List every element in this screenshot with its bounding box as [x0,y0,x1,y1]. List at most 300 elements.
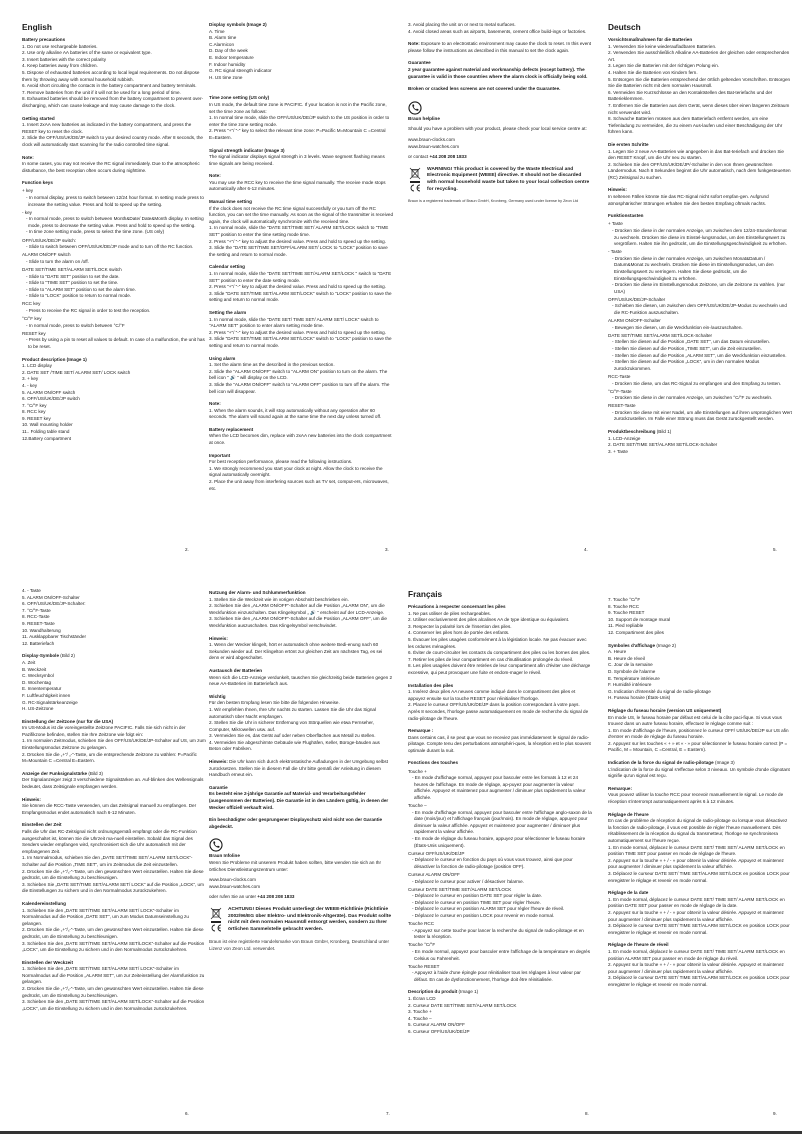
section-heading: Battery precautions [22,37,66,42]
broken-lens-text: Ein beschädigter oder gesprungener Displayschutz wird nicht von der Garantie abgedeckt. [209,817,383,829]
function-key-description: - Slide to "TIME SET" position to set the time. [26,280,119,286]
list-item: G. Indication d'intensité du signal de radio-pilotage [608,688,711,694]
section-heading: Display-Symbole [22,653,60,659]
url-watches[interactable]: www.braun-watches.com [408,143,460,149]
note-text: Die Uhr kann sich durch elektrostatische Aufladungen in der Umgebung selbst zurücksetzen. Stellen Sie in diesem Fall die Uhr bitte gemäß der Anleitung in diesem Handbuch erneut ein. [209,759,388,778]
text-list [22,829,206,895]
section-heading: Braun helpline [408,115,440,121]
note [408,728,592,754]
text-list [209,459,393,492]
list-item: 2. Press "+"/ "-" key to adjust the desired value. Press and hold to speed up the setting. [209,284,386,290]
list-item: 3. Legen Sie die Batterien mit der richtigen Polung ein. [608,63,720,69]
function-key-label: Touche – [408,803,427,809]
section-heading: Important [209,452,231,458]
time-zone-setting [22,719,206,765]
note-text: Exposure to an electrostatic environment may cause the clock to reset. In this event please follow the instructions as described in this manual to set the clock again. [408,41,592,53]
function-key-label: Touche RESET [408,963,440,969]
phone-number[interactable]: +44 208 208 1833 [429,154,467,160]
list-item: 9. Touche RESET [608,610,645,616]
section-heading: Funktionstasten [608,213,644,219]
calendar-setting [608,890,792,936]
list-item: 1. In normal mode, slide the "DATE SET/TIME SET/ALARM SET/LOCK " switch to "DATE SET" position to enter the date setting mode. [209,271,392,283]
list-item: 12.Battery compartment [22,435,72,441]
list-item: 5. Entsorgen Sie die Batterien entsprechend der örtlich geltenden Vorschriften. Entsorgen Sie die Batterien nicht mit dem normalen Hausmüll. [608,76,791,89]
section-heading: Signal strength indicator (Image 3) [209,147,285,153]
list-item: 2. Placez le curseur OFF/US/UK/DE/JP dans la position correspondant à votre pays. Après 8 secondes, l'horloge passe automatiquement en mode de recherche du signal de radio-pilotage de l'heure. [408,702,589,721]
list-item: D. Wochentag [22,679,52,685]
function-key-description: - Press by using a pin to reset all values to default. In case of a malfunction, the unit has to be reset. [26,337,205,349]
function-key-description: - Stellen Sie diesen auf die Position „DATE SET“, um das Datum einzustellen. [612,339,770,345]
weee-warning-text: WARNING! This product is covered by the Waste Electrical and Electronic Equipment (WEEE) directive. It should not be discarded with normal household waste but taken to your local collection centre for recycling. [427,166,590,192]
list-item: 4. - key [22,382,38,388]
list-item: B. Weckzeit [22,666,47,672]
function-key-label: Curseur ALARM ON/OFF [408,871,460,877]
list-item: 4. Avoid closed areas such as airports, basements, cement office build-ings or factories. [408,28,587,34]
text-list [608,715,792,755]
text-list [209,29,393,82]
heading-suffix: (Bild 3) [87,770,103,776]
function-key-description: - Slide to switch between OFF/US/UK/DE/JP mode and to turn off the RC function. [26,244,194,250]
list-item: E. Température intérieure [608,675,660,681]
function-key-description: - Stellen Sie diesen auf die Position „LOCK“, um in den normalen Modus zurückzukommen. [612,359,760,371]
list-item: 4. - Taste [22,588,41,593]
list-item: 4. Conserver les piles hors de portée des enfants. [408,630,510,636]
helpline-text: Should you have a problem with your product, please check your local service centre at: [408,126,587,132]
section-heading: Hinweis: [209,635,228,641]
function-key-label: OFF/US/UK/DE/JP-Schalter [608,296,666,302]
text-list [608,149,792,182]
function-key-cf [22,316,206,329]
phone-icon [408,101,422,115]
note-text: Sie können die RCC-Taste verwenden, um das Zeitsignal manuell zu empfangen. Der Empfangsmodus endet automatisch nach 6-12 Minuten. [22,803,197,815]
list-item: 2. DATE SET/TIME SET/ALARM SET/LOCK-Schalter [608,442,718,448]
note-text: Dans certains cas, il se peut que vous ne receviez pas immédiatement le signal de radio-pilotage. Compte tenu des perturbations atmosphéri-ques, la réception est le plus souvent optimale durant la nuit. [408,734,591,753]
text-list [608,818,792,884]
function-key-minus [408,803,592,849]
list-item: 3. Schieben Sie den „ALARM ON/OFF“-Schalter auf die Position „ALARM OFF“, um die Weckfunktion auszuschalten. Das Klingelsymbol verschwindet. [209,616,387,628]
function-key-list [408,769,592,984]
list-item: 1. Legen Sie 2 neue AA-Batterien wie angegeben in das Bat-teriefach und drücken Sie den RESET Knopf, um die Uhr neu zu starten. [608,148,784,161]
text-list [608,597,792,637]
list-item: 8. RCC key [22,409,46,415]
guarantee-text: Es besteht eine 2-jährige Garantie auf Material- und Verarbeitungsfehler (ausgenommen der Batterien). Die Garantie ist in den Ländern gültig, in denen der Wecker offiziell verkauft wird. [209,791,389,810]
list-item: If the clock does not receive the RC time signal successfully or you turn off the RC function, you can set the time manually. As soon as the signal of the transmitter is received again, the clock will automatically synchronize with the received time. [209,205,394,224]
url-clocks[interactable]: www.braun-clocks.com [209,877,256,883]
manual-time-setting [209,199,393,258]
list-item: F. Luftfeuchtigkeit innen [22,692,71,698]
battery-precautions [408,604,592,677]
function-key-label: RCC-Taste [608,373,631,379]
function-key-lock [22,267,206,300]
list-item: En mode US, le fuseau horaire par défaut est celui de la côte paci-fique. Si vous vous trouvez dans un autre fuseau horaire, effectuez le réglage comme suit : [608,714,782,727]
function-key-label: DATE SET/TIME SET/ALARM SET/LOCK switch [22,266,122,272]
list-item: 7. Entfernen Sie die Batterien aus dem Gerät, wenn dieses über einen längeren Zeitraum nicht verwendet wird. [608,102,790,115]
list-item: A. Heure [608,649,627,655]
function-key-label: + key [22,188,34,194]
list-item: 2. Verwenden Sie ausschließlich Alkaline AA-Batterien der gleichen oder entsprechenden Art. [608,50,790,62]
setting-the-alarm [209,310,393,350]
list-item: 1. Insert 2xAA new batteries as indicated in the battery compartment, and press the RESET key to reset the clock. [22,122,192,134]
section-heading: Produktbeschreibung [608,429,656,435]
function-key-alarm [22,252,206,265]
list-item: 10. Wandhalterung [22,627,61,633]
section-heading: Réglage de l'heure [608,811,649,817]
list-item: 8. RCC-Taste [22,614,50,620]
heading-suffix: (Bild 1) [655,429,672,435]
function-key-alarm [608,318,792,331]
section-heading: Symboles d'affichage [608,642,656,648]
list-item: 3. Insert batteries with the correct polarity [22,56,106,62]
function-key-description: - Déplacez le curseur en position ALARM SET pour régler l'heure de réveil. [412,906,565,912]
note-text: In some cases, you may not receive the RC signal immediately. Due to the atmospheric disturbance, the best reception often occurs during nighttime. [22,161,200,173]
signal-strength [209,148,393,168]
using-alarm [209,356,393,396]
function-key-description: - Drücken Sie diese in der normalen Anzeige, um zwischen dem 12/24-Stundenformat zu wechseln. Drücken Sie diese im Einstel-lungsmodus, um den Einstellungswert zu vergrößern. Halten Sie ihn gedrückt, um die Einstellungsgeschwindigkeit zu erhöhen. [612,227,787,247]
section-heading: Die ersten Schritte [608,141,649,147]
page-number: 5. [773,547,777,552]
url-clocks[interactable]: www.braun-clocks.com [408,136,455,142]
function-key-description: - Déplacez le curseur en fonction du pays où vous vous trouvez, ainsi que pour désactiver la fonction de radio-pilotage (position OFF). [412,857,573,869]
function-key-rcc [608,374,792,387]
function-key-label: RESET key [22,330,46,336]
list-item: 1. Ne pas utiliser de piles rechargeables. [408,610,491,616]
language-title: Deutsch [608,22,641,32]
heading-suffix: (Image 3) [713,760,735,766]
list-item: A. Time [209,28,225,34]
list-item: 1. Schieben Sie den „DATE SET/TIME SET/ALARM SET/ LOCK“-Schalter im Normalmodus auf die Position „ALARM SET“, um zur Zeiteinstellung der Alarmfunktion zu gelangen. [22,966,205,985]
list-item: 3. Avoid placing the unit on or next to metal surfaces. [408,22,516,27]
text-list [608,649,792,702]
function-key-description: - En mode d'affichage normal, appuyez pour basculer entre les formats à 12 et 24 heures de l'affichage. En mode de réglage, ap-puyez pour augmenter la valeur affichée. Appuyez et maintenez pour augmenter / diminuer plus rapidement la valeur affichée. [412,775,586,800]
helpline [209,853,393,901]
list-item: 1. We strongly recommend you start your clock at night. Allow the clock to receive the signal automatically overnight. [209,465,383,478]
page-9 [608,597,792,994]
section-heading: Précautions à respecter concernant les piles [408,604,506,609]
note-text: 1. Wenn der Wecker klingelt, hört er automatisch ohne weitere Bedi-enung nach 60 Sekunden wieder auf. Der Klingelton ertönt zur gleichen Zeit am nächsten Tag, es sei denn er wird abgeschaltet. [209,642,383,661]
list-item: 2. Use only alkaline AA batteries of the same or equivalent type. [22,50,152,56]
list-item: 3. Respecter la polarité lors de l'insertion des piles. [408,623,512,629]
note-text: 1. When the alarm sounds, it will stop automatically without any operation after 60 seconds. The alarm will sound again at the same time the next day unless turned off. [209,407,382,420]
note [209,173,393,193]
note-2 [209,401,393,421]
function-key-reset [608,403,792,423]
list-item: 7. Touche °C/°F [608,597,641,602]
section-heading: Austausch der Batterien [209,667,263,673]
guarantee [209,785,393,811]
section-heading: Using alarm [209,355,236,361]
function-key-label: RESET-Taste [608,403,636,409]
list-item: H. US time zone [209,74,243,80]
trademark-text: Braun ist eine registrierte Handelsmarke von Braun GmbH, Kronberg, Deutschland unter Lizenz von Zeon Ltd. verwendet. [209,939,390,951]
list-item: B. Alarm time [209,35,237,41]
page-number: 9. [773,1111,777,1116]
time-zone-setting [608,708,792,754]
function-key-description: - Slide to "ALARM SET" position to set the alarm time. [26,286,136,292]
list-item: 3. Schieben Sie den „DATE SET/TIME SET/ALARM SET/LOCK“-Schalter auf die Position „LOCK“, um die Einstellung zu sichern und in den Normalmodus zurückzukehren. [22,999,205,1011]
note [608,786,792,806]
list-item: 1. Im normalen Zeitmodus, schieben Sie den OFF/US/UK/DE/JP-Schalter auf US, um zum Einstellungsmodus Zeitzone zu gelangen. [22,738,206,751]
list-item: 2. Slide the "ALARM ON/OFF" switch to "ALARM ON" position to turn on the alarm. The bell icon " 🔊 " will display on the LCD. [209,368,388,381]
text-list [22,122,206,148]
section-heading: Garantie [209,784,228,790]
crossed-bin-icon [210,907,222,920]
phone-number[interactable]: +44 208 208 1833 [257,894,295,900]
note-text: Vous pouvez utiliser la touche RCC pour recevoir manuellement le signal. Le mode de réception s'interrompt automatiquement après 6 à 12 minutes. [608,792,784,805]
list-item: 2. Utiliser exclusivement des piles alcalines AA de type identique ou équivalent. [408,617,570,623]
function-key-description: - Slide to "DATE SET" position to set the date. [26,273,120,279]
list-item: 1. Do not use rechargeable batteries. [22,43,98,49]
list-item: 12. Batteriefach [22,640,55,646]
function-key-description: - Déplacez le curseur pour activer / désactiver l'alarme. [412,878,524,884]
function-key-description: - Bewegen Sie diesen, um die Weckfunktion ein-/auszuschalten. [612,324,743,330]
function-key-description: - Déplacez le curseur en position LOCK pour revenir en mode normal. [412,913,555,919]
section-heading: Guarantee [408,60,431,66]
list-item: 2. Press "+"/ "-" key to adjust the desired value. Press and hold to speed up the setting. [209,329,386,335]
function-key-label: ALARM ON/OFF-Schalter [608,318,661,324]
list-item: 2. Drücken Sie die „+“/„-“-Taste, um den gewünschten Wert einzustellen. Halten Sie diese gedrückt, um die Einstellung zu beschleunigen. [22,868,204,881]
note-text: In seltenen Fällen könnte Sie das RC-Signal nicht sofort empfan-gen. Aufgrund atmosphärischer Störungen erhalten Sie den besten Empfang oftmals nachts. [608,194,769,206]
section-heading: Anzeige der Funksignalstärke [22,770,88,776]
list-item: 3. Déplacez le curseur DATE SET/ TIME SET/ALARM SET/LOCK en position LOCK pour enregistrer le réglage et revenir en mode normal. [608,975,790,987]
page-7 [209,590,393,953]
list-item: 11. Ausklappbarer Tischständer [22,634,87,640]
list-item: 7. Retirer les piles de leur compartiment en cas d'inutilisation prolongée du réveil. [408,656,574,662]
list-item: 1. In normal time mode, slide the OFF/US/UK/DE/JP switch to the US position in order to enter the time zone setting mode. [209,115,390,127]
list-item: 8. Les piles usagées doivent être retirées de leur compartiment afin d'éviter une décharge excessive, qui peut provoquer une fuite et endom-mager le réveil. [408,663,591,675]
section-heading: Einstellung der Zeitzone (nur für die USA) [22,718,114,724]
list-item: 4. Vermeiden Sie abgeschirmte Gebäude wie Flughäfen, Keller, Büroge-bäuden aus Beton oder Fabriken. [209,739,380,752]
text-list [209,206,393,259]
section-heading: Hinweis: [608,187,627,193]
note [608,187,792,207]
text-list [22,966,206,1012]
page-3 [209,22,393,498]
list-item: 5. Curseur ALARM ON/OFF [408,1022,465,1028]
list-item: Falls die Uhr das RC-Zeitsignal nicht ordnungsgemäß empfängt oder die RC-Funktion ausgeschaltet ist, können Sie die Uhrzeit ma-nuell einstellen. Sobald das Signal des Senders wieder empfangen wird, synchronisiert sich die Uhr automatisch mit der empfangenen Zeit. [22,829,197,854]
list-item: 2. Place the unit away from interfering sources such as TV set, comput-ers, microwaves, etc. [209,479,389,491]
list-item: 5. Dispose of exhausted batteries according to local legal requirements. Do not dispose them by throwing away with normal household rubbish. [22,69,200,82]
weee-warning-text: ACHTUNG! Dieses Produkt unterliegt der WEEE-Richtlinie (Richtlinie 2002/96/EG über Elektro- und Elektronik-Altgeräte). Das Produkt sollte nicht mit dem normalen Hausmüll entsorgt werden, sondern zu Ihrer örtlichen Sammelstelle gebracht werden. [228,906,392,932]
section-heading: Getting started [22,115,55,121]
list-item: 7. °C/°F key [22,402,47,408]
list-item: A. Zeit [22,659,36,665]
text-list [209,597,393,630]
language-title: English [22,22,52,32]
display-symbols [608,643,792,702]
list-item: 1. Set the alarm time as the described in the previous section. [209,362,335,368]
section-text: Der Signalanzeiger zeigt 3 verschiedene Signalstärken an. Auf-blinken des Wellensignals bedeutet, dass Zeitsignale empfangen werden. [22,777,204,790]
section-heading: Wichtig [209,693,226,699]
list-item: 11. Pied repliable [608,623,644,629]
list-item: D. Symbole de l'alarme [608,668,656,674]
list-item: 2. Appuyez sur la touche « + / - » pour obtenir la valeur désirée. Appuyez et maintenez pour augmenter / diminuer plus rapidement la valeur affichée. [608,909,784,922]
list-item: C. Wecksymbol [22,673,54,679]
list-item: 12. Compartiment des piles [608,629,664,635]
section-heading: Braun Infoline [209,853,240,859]
section-heading: Time zone setting (US only) [209,95,270,101]
list-item: 6. OFF/US/UK/DE/JP-Schalter: [22,601,86,607]
battery-replacement [209,427,393,447]
list-item: 6. OFF/US/UK/DE/JP switch [22,396,80,402]
battery-precautions [608,37,792,136]
section-heading: Note: [209,401,221,407]
section-heading: Fonctions des touches [408,760,459,766]
list-item: 2. Drücken Sie die „+“/ „-“-Taste, um die entsprechende Zeitzone zu wählen: P=Pacific M=Mountain C =Central E=Eastern. [22,751,197,764]
page-2 [22,22,206,448]
list-item: 2. Curseur DATE SET/TIME SET/ALARM SET/LOCK [408,1002,517,1008]
section-heading: Note: [209,173,221,179]
note [408,41,592,54]
function-key-label: OFF/US/UK/DE/JP switch: [22,237,77,243]
list-item: 6. Vermeiden Sie Kurzschlüsse an den Kontaktstellen des Bat-teriefachs und der Batterieklemmen. [608,89,773,102]
note [22,797,206,817]
text-list [209,102,393,142]
function-keys [408,760,592,983]
list-item: In US mode, the default time zone is PACIFIC. If your location is not in the Pacific zone, set the time zone as follows: [209,101,387,114]
section-heading: Einstellen der Zeit [22,822,62,828]
function-key-plus [22,188,206,208]
text-list [22,363,206,442]
url-watches[interactable]: www.braun-watches.com [209,883,261,889]
list-item: En cas de problème de réception du signal de radio-pilotage ou lorsque vous désactivez la fonction de radio-pilotage, il vous est possible de régler l'heure manuellement. Dès rétablissement de la réception du signal du transmetteur, l'horloge se synchronisera automatiquement sur l'heure reçue. [608,818,788,843]
manual-time-setting [22,822,206,895]
broken-lens-text: Broken or cracked lens screens are not covered under the Guarantee. [408,86,561,92]
trademark-text: Braun is a registered trademark of Braun GmbH, Kronberg, Germany used under license by Zeon Ltd [408,199,579,204]
list-item: 9. RESET key [22,415,51,421]
note [209,636,393,662]
function-key-label: DATE SET/TIME SET/ALARM SET/LOCK-Schalter [608,332,713,338]
product-description [22,357,206,443]
function-key-minus [22,210,206,236]
function-key-reset [22,331,206,351]
section-heading: Nutzung der Alarm- und Schlummerfunktion [209,590,306,595]
function-key-description: - Drücken Sie diese mit einer Nadel, um alle Einstellungen auf ihren ursprünglichen Wert zurückzustellen. Im Falle einer Störung muss das Gerät zurückgestellt werden. [612,409,792,422]
function-key-description: - Stellen Sie diesen auf die Position „ALARM SET“, um die Weckfunktion einzustellen. [612,352,787,358]
function-key-description: - In normal mode, press to switch between °C/°F [26,322,125,328]
important [209,694,393,753]
list-item: G. RC-Signalstärkeanzeige [22,699,78,705]
function-key-label: Curseur OFF/US/UK/DE/JP [408,850,465,856]
list-item: H. US-Zeitzone [22,706,54,712]
text-list [22,660,206,713]
text-list [22,44,206,110]
section-text: Wenn sich die LCD-Anzeige verdunkelt, tauschen Sie gleichzeitig beide Batterien gegen 2 neue AA-Batterien im Batteriefach aus. [209,674,393,687]
list-item: 2. Drücken Sie die „+“/„-“-Taste, um den gewünschten Wert einzustellen. Halten Sie diese gedrückt, um die Einstellung zu beschleunigen. [22,986,204,998]
list-item: 2. DATE SET /TIME SET/ ALARM SET/ LOCK switch [22,369,131,375]
first-steps [608,142,792,182]
list-item: 6. Éviter de court-circuiter les contacts du compartiment des piles ou les bornes des piles. [408,650,591,656]
section-text: When the LCD becomes dim, replace with 2xAA new batteries into the clock compartment at once. [209,433,392,446]
list-item: 4. Halten Sie die Batterien von Kindern fern. [608,69,698,75]
list-item: For best reception performance, please read the following instructions. [209,459,353,465]
function-key-country [408,851,592,871]
function-key-description: - En mode de réglage du fuseau horaire, appuyez pour sélectionner le fuseau horaire (États-Unis uniquement). [412,836,586,848]
function-key-description: - En mode d'affichage normal, appuyez pour basculer entre l'affichage anglo-saxon de la date (mois/jour) et l'affichage français (jour/mois). En mode de réglage, appuyez pour diminuer la valeur affichée. Appuyez et maintenez pour augmenter / diminuer plus rapidement la valeur affichée. [412,809,592,835]
list-item: 10. Support de montage mural [608,616,671,622]
section-heading: Setting the alarm [209,309,247,315]
battery-precautions [22,37,206,110]
page-number: 3. [385,547,389,552]
phone-icon [209,838,223,852]
section-heading: Note: [22,154,34,160]
function-keys [608,213,792,423]
list-item: 3. Vermeiden Sie es, das Gerät auf oder neben Oberflächen aus Metall zu stellen. [209,733,376,739]
list-item: 1. Écran LCD [408,996,436,1002]
broken-lens [408,86,592,93]
function-key-description: - Slide to turn the alarm on /off. [26,258,89,264]
function-key-minus [608,249,792,295]
text-list [608,897,792,937]
list-item: 2. Appuyez sur les touches « + » et « - » pour sélectionner le fuseau horaire correct (P = Pacific, M = Mountain, C =Central, E = Eastern). [608,740,788,753]
list-item: 2. Press "+"/ "-" key to adjust the desired value. Press and hold to speed up the setting. [209,238,386,244]
note-label: Hinweis: [209,759,228,765]
page-number: 7. [386,1111,390,1116]
text-list [209,700,393,753]
helpline-text: Wenn Sie Probleme mit unserem Produkt haben sollten, bitte wenden Sie sich an Ihr örtliches Dienstleistungszentrum unter: [209,860,382,872]
list-item: 2. Slide the OFF/US/UK/DE/JP switch to your desired country mode. After 8 seconds, the clock will automatically start scanning for the radio controlled time signal. [22,135,203,147]
list-item: 1. Stellen Sie die Weckzeit wie im vorigen Abschnitt beschrieben ein. [209,596,349,602]
product-description [408,989,592,1035]
signal-strength [22,771,206,791]
list-item: 2. Appuyez sur la touche « + / - » pour obtenir la valeur désirée. Appuyez et maintenez pour augmenter / diminuer plus rapidement la valeur affichée. [608,857,784,870]
function-key-reset [408,964,592,984]
function-key-description: - Drücken Sie diese in der normalen Anzeige, um zwischen Monat&Datum / Datum&Monat zu wechseln. Drücken Sie diese im Einstellungsmodus, um den Einstellungswert zu verringern. Halten Sie diese gedrückt, um die Einstellungsgeschwindigkeit zu erhöhen. [612,255,774,281]
function-key-description: - En mode normal, appuyez pour basculer entre l'affichage de la température en degrés Celsius ou Fahrenheit. [412,949,591,961]
list-item: 6. Curseur OFF/US/UK/DE/JP [408,1029,470,1035]
section-heading: Manual time setting [209,199,252,205]
function-key-alarm [408,872,592,885]
section-heading: Function keys [22,180,53,186]
section-heading: Hinweis: [22,796,41,802]
list-item: 1. En mode d'affichage de l'heure, positionnez le curseur OFF/ US/UK/DE/JP sur US afin d'entrer en mode de réglage du fuseau horaire. [608,727,789,740]
list-item: 3. Slide "DATE SET/TIME SET/ALARM SET/LOCK" switch to "LOCK" position to save the setting and return to normal mode. [209,336,392,348]
list-item: G. RC signal strength indicator [209,68,272,74]
function-key-label: °C/°F-Taste [608,388,632,394]
function-key-country [608,297,792,317]
list-item: 9. RESET-Taste [22,620,55,626]
function-key-description: - Drücken Sie diese, um das RC-Signal zu empfangen und den Empfang zu testen. [612,380,782,386]
function-key-country [22,238,206,251]
list-item: 1. En mode normal, déplacez le curseur DATE SET/ TIME SET/ ALARM SET/LOCK en position ALARM SET pour passer en mode de réglage du réveil. [608,948,785,961]
battery-replacement [209,668,393,688]
crossed-bin-icon [409,167,421,180]
text-list [22,588,206,647]
list-item: 11.. Folding table stand [22,429,70,435]
page-number: 2. [185,547,189,552]
list-item: 3. Slide the "ALARM ON/OFF" switch to "ALARM OFF" position to turn off the alarm. The bell icon will disappear. [209,381,390,394]
list-item: 1. En mode normal, déplacez le curseur DATE SET/ TIME SET/ ALARM SET/LOCK en position DATE SET pour passer en mode de réglage de la date. [608,896,785,909]
note-2 [209,759,393,779]
list-item: 8. Exhausted batteries should be removed from the battery compartment to prevent over-discharging, which can cause leakage and may cause damage to the clock. [22,96,204,108]
list-item: 8. Schwache Batterien müssen aus dem Batteriefach entfernt werden, um eine Tiefenladung zu vermeiden, die zu einem Aus-laufen und einer Beschädigung der Uhr führen kann. [608,116,783,135]
function-key-cf [408,942,592,962]
list-item: 1. Verwenden Sie keine wiederaufladbaren Batterien. [608,43,717,49]
list-item: 8. Touche RCC [608,603,640,609]
function-keys [22,180,206,350]
list-item: 5. ALARM ON/OFF switch [22,389,76,395]
list-item: H. Fuseau horaire (États-Unis) [608,695,671,701]
section-heading: Indication de la force du signal de radio-pilotage [608,760,714,766]
battery-installation [408,683,592,723]
function-key-description: - Schieben Sie diesen, um zwischen dem OFF/US/UK/DE/JP-Modus zu wechseln und die RC-Funktion auszuschalten. [612,303,787,316]
weee-warning [408,167,592,193]
list-item: 3. Slide the "DATE SET/TIME SET/OFF/ALARM SET/ LOCK to "LOCK" position to save the setting and return to normal mode. [209,245,388,257]
function-key-description: - In normal mode, press to switch between Month&Date/ Date&Month display. In setting mode, press to decrease the setting value. Press and hold to speed up the setting. [26,216,204,228]
function-key-lock [408,887,592,920]
list-item: 4. Touche – [408,1015,432,1021]
heading-suffix: (Bild 2) [59,653,75,659]
product-description [608,429,792,455]
